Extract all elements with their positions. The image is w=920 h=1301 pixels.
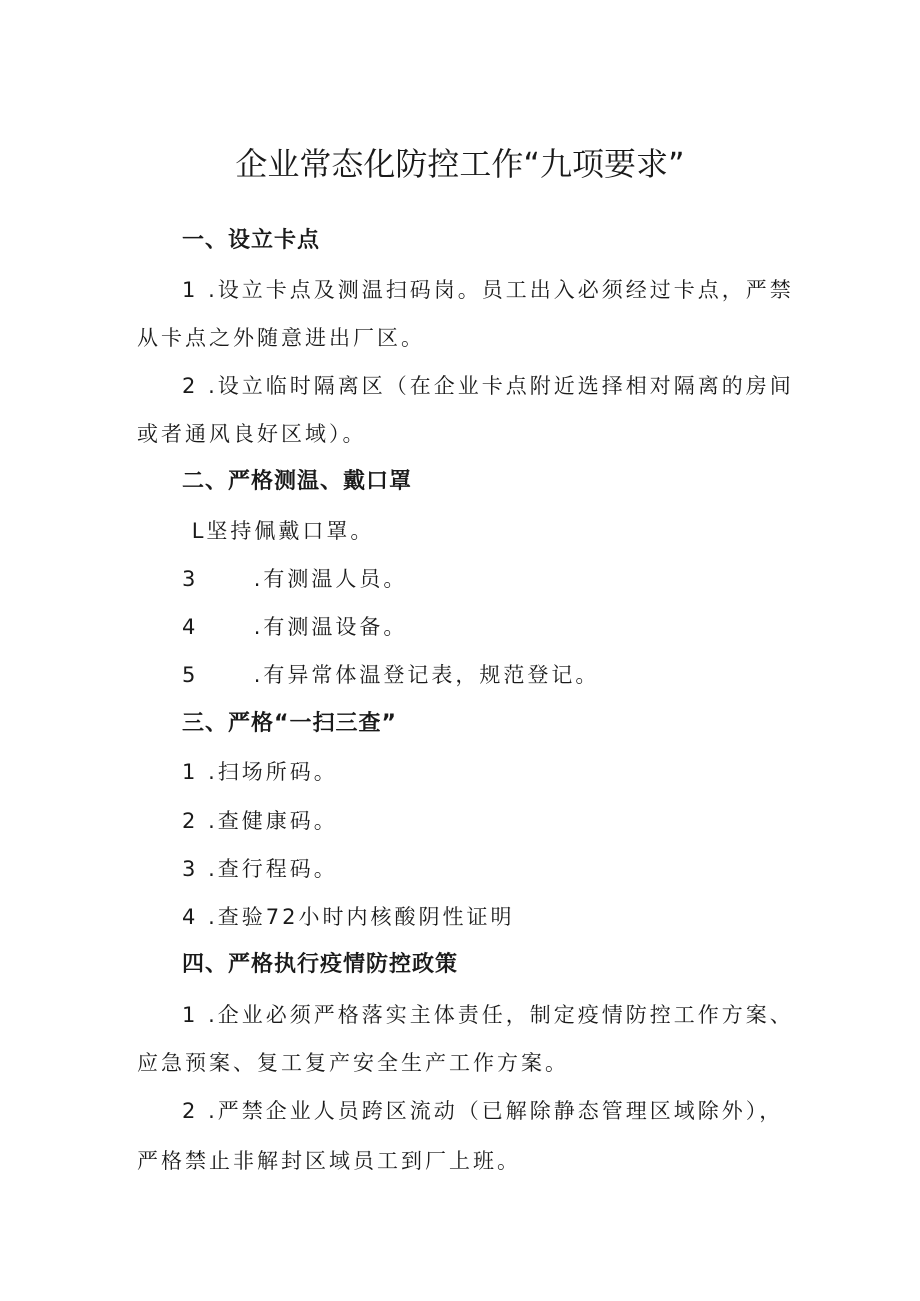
item-number: 2	[182, 1099, 199, 1123]
list-item	[182, 854, 842, 884]
item-number: 4	[182, 615, 199, 639]
item-text: .有测温设备。	[253, 615, 408, 639]
item-continuation: 应急预案、复工复产安全生产工作方案。	[137, 1051, 569, 1075]
item-text: .有测温人员。	[253, 567, 408, 591]
list-item	[182, 275, 842, 305]
item-number: 4	[182, 905, 199, 929]
section-heading-4: 四、严格执行疫情防控政策	[182, 952, 459, 977]
item-number: 3	[182, 857, 199, 881]
item-number: 3	[182, 567, 199, 591]
item-text: .设立临时隔离区（在企业卡点附近选择相对隔离的房间	[208, 374, 794, 398]
list-item	[182, 564, 842, 594]
list-item	[182, 806, 842, 836]
item-continuation: 严格禁止非解封区域员工到厂上班。	[137, 1149, 521, 1173]
item-number: 1	[182, 1003, 199, 1027]
item-text: .企业必须严格落实主体责任，制定疫情防控工作方案、	[208, 1003, 794, 1027]
list-item	[182, 612, 842, 642]
item-text: .严禁企业人员跨区流动（已解除静态管理区域除外），	[208, 1099, 784, 1123]
item-number: 2	[182, 809, 199, 833]
item-number: 2	[182, 374, 199, 398]
item-number: 1	[182, 760, 199, 784]
item-text: .有异常体温登记表，规范登记。	[253, 663, 600, 687]
list-item	[182, 1000, 842, 1030]
list-item	[182, 371, 842, 401]
item-continuation: 或者通风良好区域）。	[137, 422, 367, 446]
item-number: 1	[182, 278, 199, 302]
document-title: 企业常态化防控工作“九项要求”	[235, 145, 685, 183]
section-heading-1: 一、设立卡点	[182, 228, 321, 253]
list-item	[182, 757, 842, 787]
item-text: .查健康码。	[208, 809, 338, 833]
item-text: .设立卡点及测温扫码岗。员工出入必须经过卡点，严禁	[208, 278, 794, 302]
item-text: .查验72小时内核酸阴性证明	[208, 905, 515, 929]
item-continuation: 从卡点之外随意进出厂区。	[137, 326, 425, 350]
section-heading-2: 二、严格测温、戴口罩	[182, 469, 413, 494]
item-text: .扫场所码。	[208, 760, 338, 784]
list-item	[182, 1096, 842, 1126]
item-text: L坚持佩戴口罩。	[191, 519, 375, 543]
list-item	[182, 902, 842, 932]
list-item	[182, 516, 842, 546]
item-text: .查行程码。	[208, 857, 338, 881]
section-heading-3: 三、严格“一扫三查”	[182, 711, 397, 736]
item-number: 5	[182, 663, 199, 687]
list-item	[182, 660, 842, 690]
